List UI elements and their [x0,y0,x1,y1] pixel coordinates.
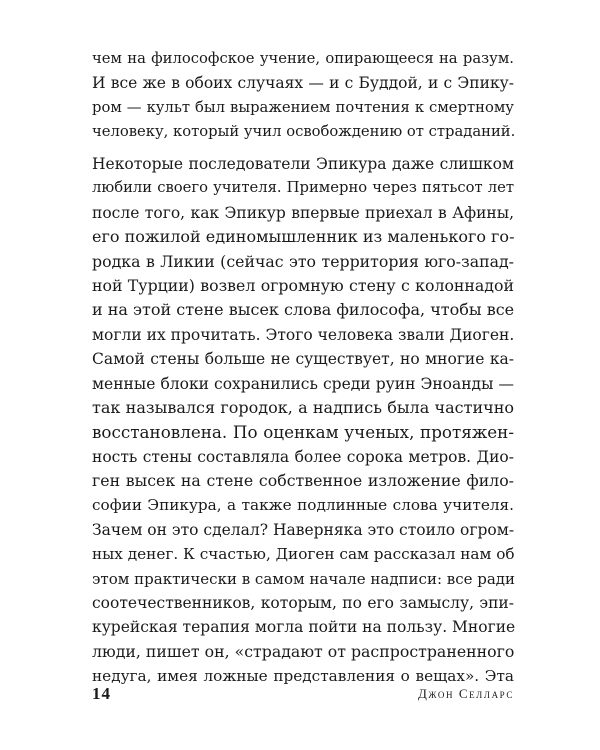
text-line: менные блоки сохранились среди руин Эноанды — [92,374,514,393]
text-line: курейская терапия могла пойти на пользу. Многие [92,618,516,637]
text-line: софии Эпикура, а также подлинные слова учителя. [92,496,514,515]
text-line: могли их прочитать. Этого человека звали Диоген. [92,325,515,344]
text-line: люди, пишет он, «страдают от распространенного [92,641,515,661]
text-line: и на этой стене высек слова философа, чтобы все [92,300,515,320]
text-line: этом практически в самом начале надписи: все ради [92,569,516,588]
text-line: Некоторые последователи Эпикура даже слишком [92,155,514,173]
text-line: Зачем он это сделал? Наверняка это стоило огром- [92,520,515,539]
text-line: ность стены составляла более сорока метров. Дио- [92,447,514,466]
text-line: человеку, который учил освобождению от страданий. [92,123,516,141]
text-line: его пожилой единомышленник из маленького го- [92,227,515,247]
text-line: ром — культ был выражением почтения к смертному [92,98,514,116]
running-head-author: Джон Селларс [417,686,514,701]
text-line: недуга, имея ложные представления о вещах». Эта [92,667,514,686]
paragraph-1 [92,47,514,145]
page-footer [92,684,514,708]
text-line: ген высек на стене собственное изложение фило- [92,471,514,491]
text-line: восстановлена. По оценкам ученых, протяжен- [92,422,514,443]
text-line: любили своего учителя. Примерно через пятьсот лет [92,179,514,197]
text-line: И все же в обоих случаях — и с Буддой, и с Эпику- [92,74,514,93]
text-line: ной Турции) возвел огромную стену с колоннадой [92,275,514,295]
text-line: так назывался городок, а надпись была частично [92,397,514,417]
page-number: 14 [92,684,111,703]
text-line: Самой стены больше не существует, но многие ка- [92,350,514,369]
paragraph-2 [92,152,514,689]
text-line: родка в Ликии (сейчас это территория юго-запад- [92,251,514,271]
text-line: после того, как Эпикур впервые приехал в Афины, [92,203,514,222]
text-line: соотечественников, которым, по его замыслу, эпи- [92,594,514,613]
text-line: ных денег. К счастью, Диоген сам рассказал нам об [92,545,515,564]
text-line: чем на философское учение, опирающееся на разум. [92,50,514,67]
